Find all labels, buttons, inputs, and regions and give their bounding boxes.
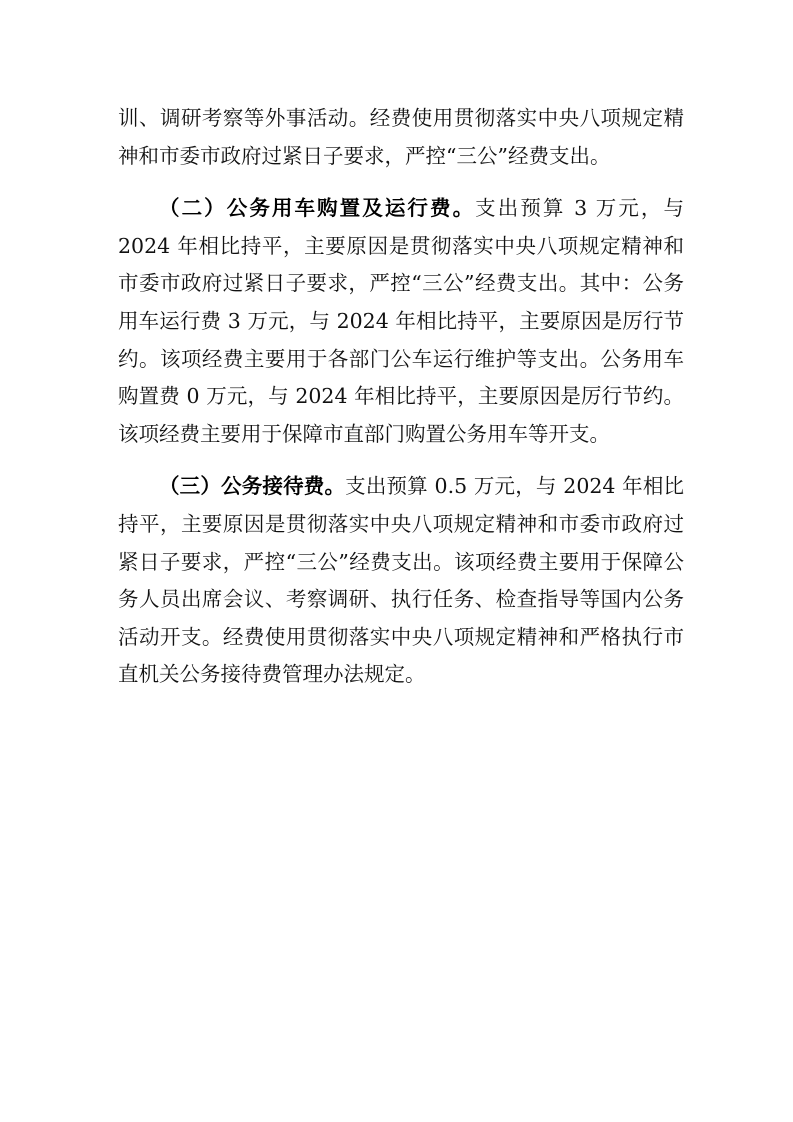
paragraph-body: 训、调研考察等外事活动。经费使用贯彻落实中央八项规定精神和市委市政府过紧日子要求，严控“三公”经费支出。 <box>118 106 684 168</box>
paragraph-reception-costs <box>118 468 684 694</box>
paragraph-vehicle-costs <box>118 190 684 453</box>
paragraph-body: 支出预算 0.5 万元，与 2024 年相比持平，主要原因是贯彻落实中央八项规定精神和市委市政府过紧日子要求，严控“三公”经费支出。该项经费主要用于保障公务人员出席会议、考察调研、执行任务、检查指导等国内公务活动开支。经费使用贯彻落实中央八项规定精神和严格执行市直机关公务接待费管理办法规定。 <box>118 474 685 687</box>
section-heading-vehicle-costs: （二）公务用车购置及运行费。 <box>159 196 476 221</box>
document-body <box>118 100 684 694</box>
paragraph-continued <box>118 100 684 175</box>
paragraph-body: 支出预算 3 万元，与 2024 年相比持平，主要原因是贯彻落实中央八项规定精神和市委市政府过紧日子要求，严控“三公”经费支出。其中：公务用车运行费 3 万元，与 2024 年相比持平，主要原因是厉行节约。该项经费主要用于各部门公车运行维护等支出。公务用车购置费 0 万元，与 2024 年相比持平，主要原因是厉行节约。该项经费主要用于保障市直部门购置公务用车等开支。 <box>118 196 684 446</box>
section-heading-reception-costs: （三）公务接待费。 <box>159 474 346 499</box>
